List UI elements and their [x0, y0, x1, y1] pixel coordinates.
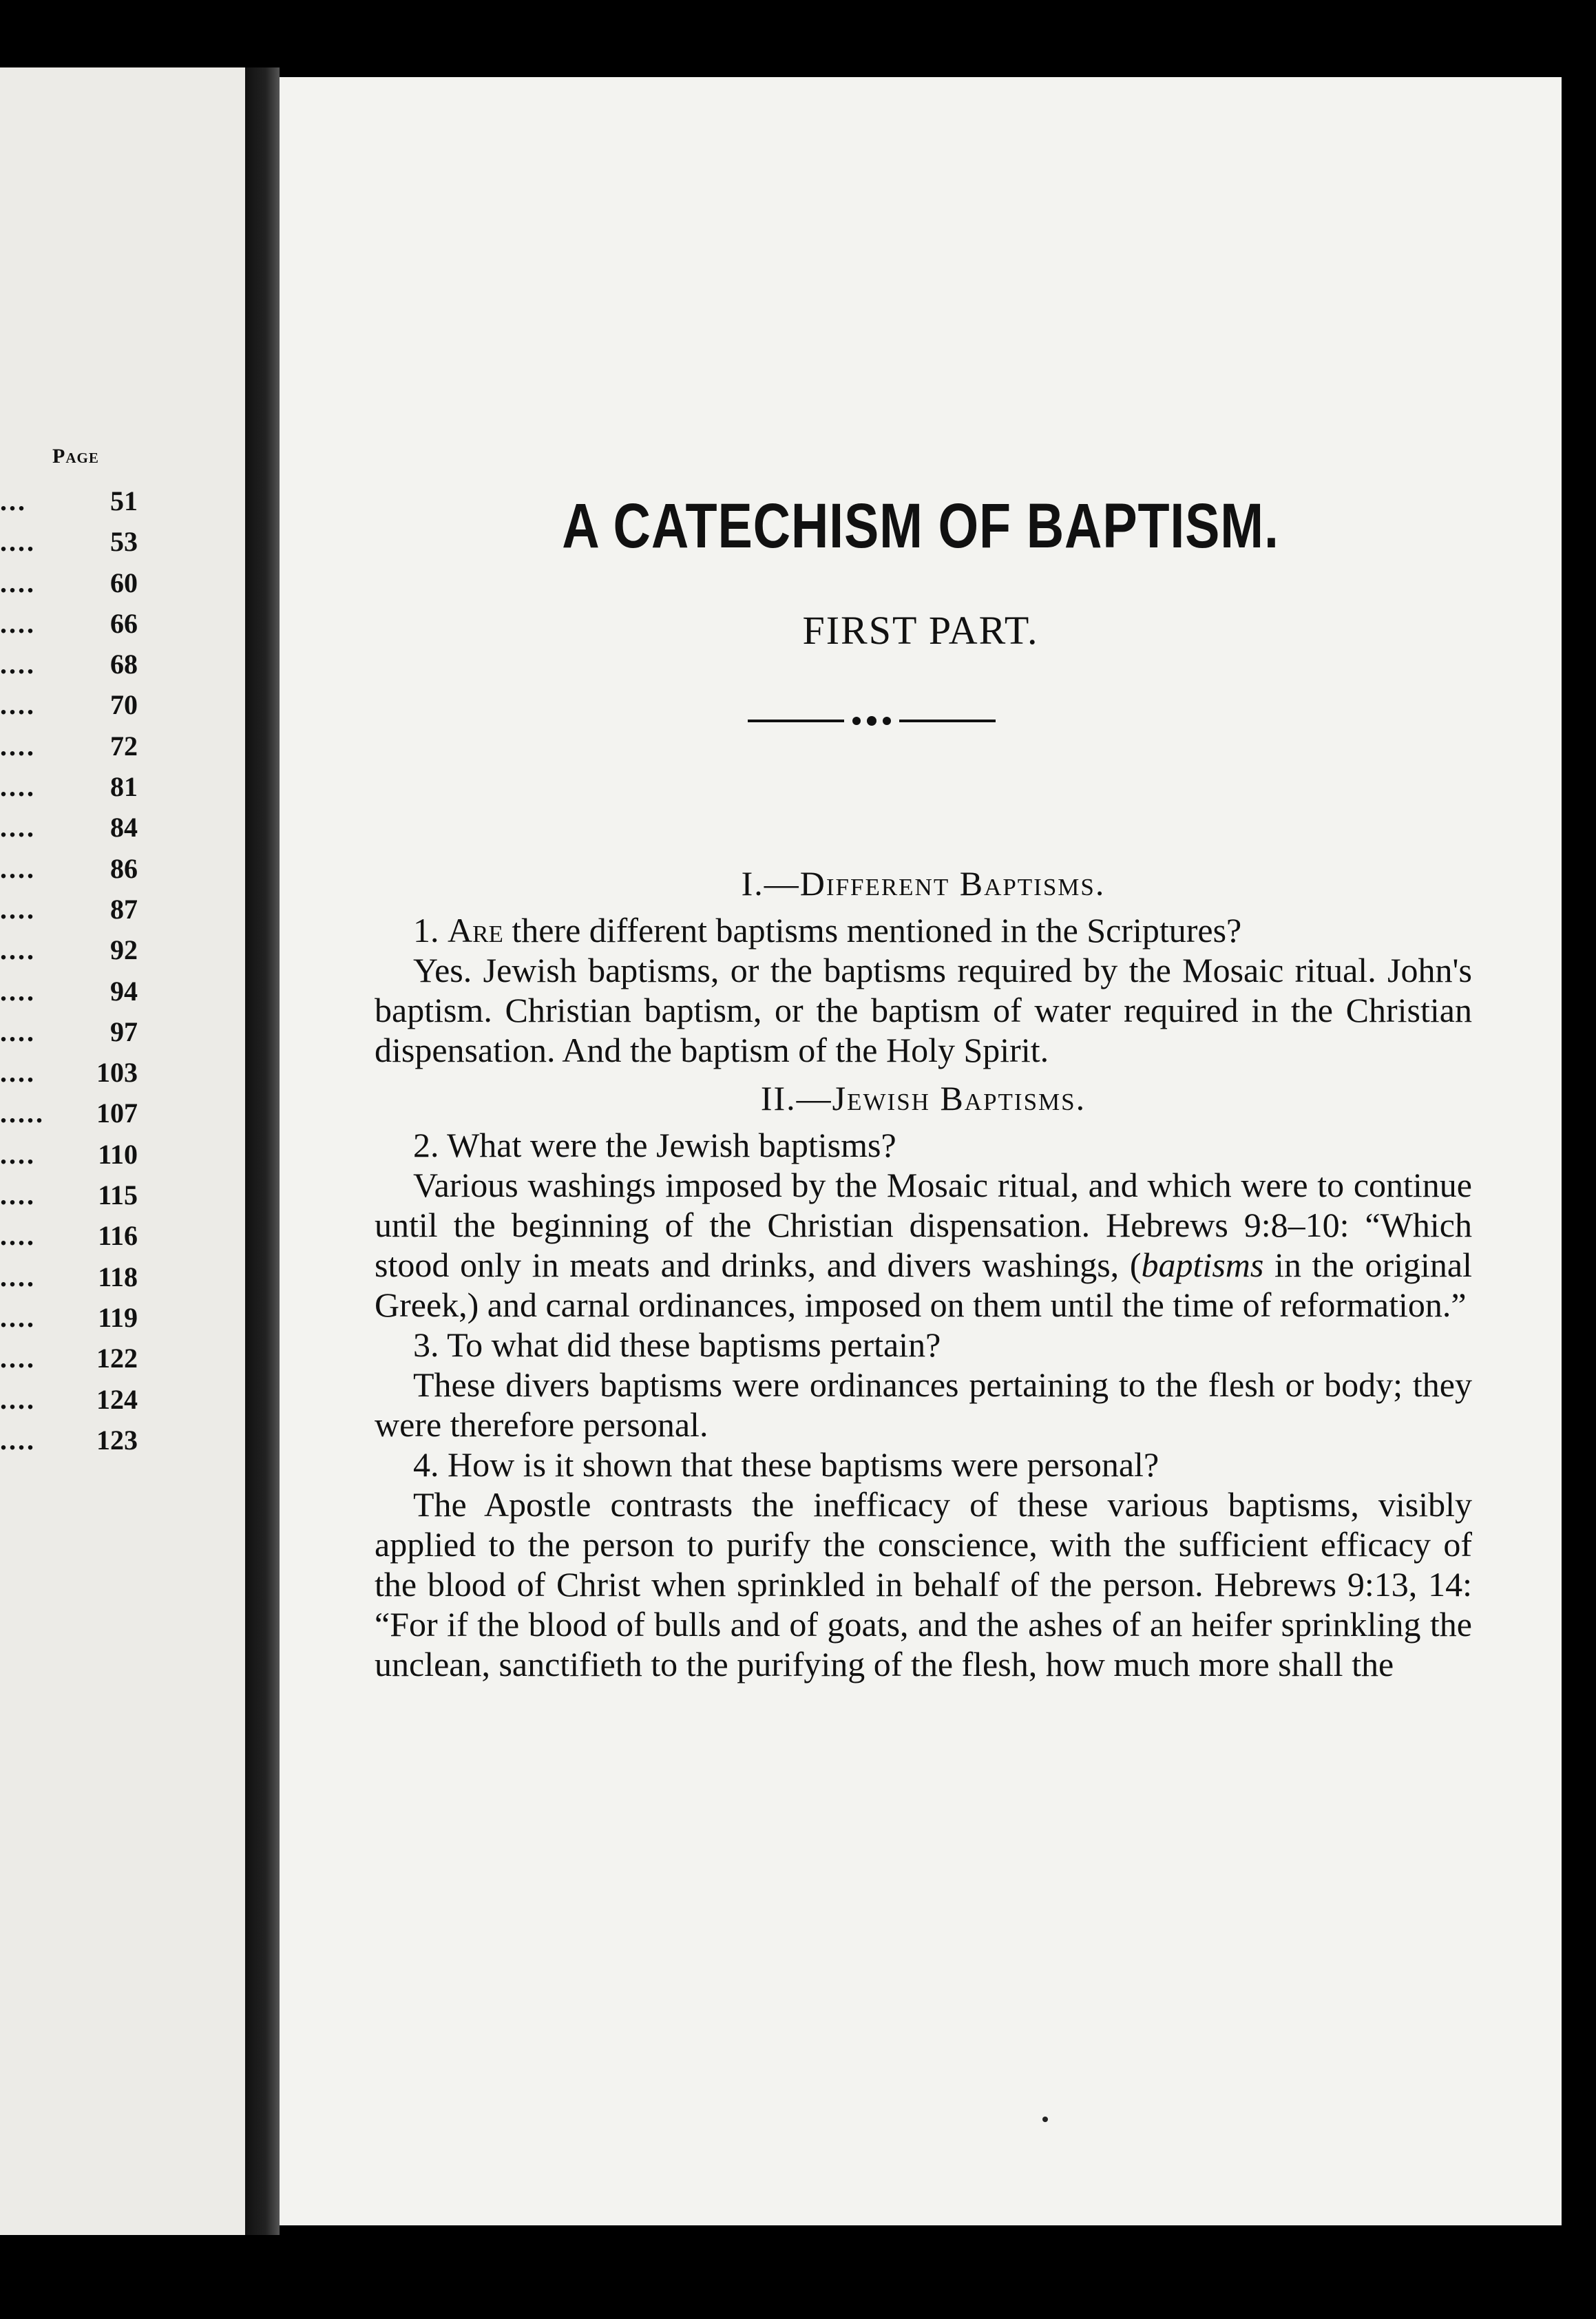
toc-page-number: 124: [96, 1383, 138, 1415]
toc-leader-dots: ....: [0, 1424, 36, 1456]
question-3: 3. To what did these baptisms pertain?: [413, 1325, 941, 1364]
toc-leader-dots: ....: [0, 812, 36, 843]
toc-entry: [0, 1257, 138, 1297]
toc-entry: [0, 1215, 138, 1256]
toc-leader-dots: ....: [0, 934, 36, 966]
toc-page-number: 118: [98, 1261, 138, 1292]
toc-leader-dots: ....: [0, 730, 36, 762]
toc-leader-dots: ....: [0, 1179, 36, 1211]
section-heading-jewish-baptisms: II.—Jewish Baptisms.: [760, 1079, 1086, 1117]
toc-entry: [0, 563, 138, 603]
toc-entry: [0, 1379, 138, 1420]
toc-entry: [0, 684, 138, 725]
toc-page-number: 116: [98, 1220, 138, 1252]
toc-entry: [0, 1093, 138, 1133]
toc-entry: [0, 644, 138, 684]
toc-leader-dots: ....: [0, 771, 36, 803]
toc-page-number: 53: [110, 526, 138, 558]
toc-page-number: 51: [110, 485, 138, 516]
ink-mark: [1042, 2117, 1048, 2122]
ornament-divider: [748, 711, 996, 731]
page-title: A CATECHISM OF BAPTISM.: [562, 491, 1279, 561]
toc-entry: [0, 1420, 138, 1460]
toc-heading: Page: [52, 445, 99, 468]
toc-leader-dots: ....: [0, 526, 36, 558]
toc-page-number: 60: [110, 567, 138, 598]
toc-page-number: 72: [110, 730, 138, 762]
toc-list: [0, 481, 138, 1460]
toc-leader-dots: ....: [0, 689, 36, 721]
toc-entry: [0, 1052, 138, 1093]
toc-page-number: 94: [110, 975, 138, 1007]
toc-entry: [0, 889, 138, 930]
toc-page-number: 66: [110, 607, 138, 639]
toc-entry: [0, 807, 138, 848]
question-lead-word: Are: [448, 911, 503, 949]
toc-page-number: 70: [110, 689, 138, 721]
toc-leader-dots: ....: [0, 1057, 36, 1089]
toc-entry: [0, 848, 138, 889]
toc-entry: [0, 1338, 138, 1378]
toc-entry: [0, 1011, 138, 1052]
answer-3: These divers baptisms were ordinances pertaining to the flesh or body; they were therefore personal.: [375, 1365, 1472, 1444]
book-gutter: [245, 67, 280, 2235]
toc-page-number: 122: [96, 1343, 138, 1374]
toc-entry: [0, 521, 138, 562]
right-page: [280, 77, 1562, 2225]
question-number: 1.: [413, 911, 439, 949]
toc-leader-dots: ....: [0, 1016, 36, 1047]
toc-page-number: 103: [96, 1057, 138, 1089]
toc-page-number: 87: [110, 893, 138, 925]
toc-leader-dots: ....: [0, 1220, 36, 1252]
toc-leader-dots: ....: [0, 1383, 36, 1415]
toc-entry: [0, 481, 138, 521]
toc-leader-dots: ....: [0, 1343, 36, 1374]
toc-leader-dots: ....: [0, 1138, 36, 1170]
toc-page-number: 97: [110, 1016, 138, 1047]
toc-leader-dots: ....: [0, 567, 36, 598]
answer-2-italic: baptisms: [1141, 1246, 1264, 1284]
question-1: [375, 910, 1472, 950]
question-4: 4. How is it shown that these baptisms were personal?: [413, 1445, 1159, 1484]
toc-page-number: 92: [110, 934, 138, 966]
answer-2-text-b: in the original Greek,) and carnal ordinances, imposed on them until the time of reformation.”: [375, 1246, 1472, 1324]
toc-entry: [0, 930, 138, 970]
toc-page-number: 81: [110, 771, 138, 803]
toc-page-number: 115: [98, 1179, 138, 1211]
toc-entry: [0, 603, 138, 644]
toc-page-number: 68: [110, 649, 138, 680]
question-2: 2. What were the Jewish baptisms?: [413, 1126, 896, 1164]
toc-entry: [0, 1134, 138, 1175]
text-body: [375, 855, 1472, 1684]
toc-leader-dots: ....: [0, 893, 36, 925]
toc-leader-dots: .....: [0, 1098, 45, 1129]
part-title: FIRST PART.: [802, 608, 1039, 653]
toc-page-number: 123: [96, 1424, 138, 1456]
toc-leader-dots: ...: [0, 485, 27, 516]
answer-2-text-a: Various washings imposed by the Mosaic ritual, and which were to continue until the beginning of the Christian dispensation. Hebrews 9:8–10: “Which stood only in meats and drinks, and divers washings, (: [375, 1166, 1472, 1284]
toc-page-number: 110: [98, 1138, 138, 1170]
answer-2: [375, 1165, 1472, 1325]
toc-page-number: 107: [96, 1098, 138, 1129]
toc-leader-dots: ....: [0, 852, 36, 884]
section-heading-different-baptisms: I.—Different Baptisms.: [741, 864, 1106, 903]
toc-leader-dots: ....: [0, 1261, 36, 1292]
question-text: there different baptisms mentioned in the Scriptures?: [503, 911, 1242, 949]
toc-leader-dots: ....: [0, 1301, 36, 1333]
toc-page-number: 119: [98, 1301, 138, 1333]
toc-page-number: 86: [110, 852, 138, 884]
toc-entry: [0, 1175, 138, 1215]
toc-leader-dots: ....: [0, 607, 36, 639]
toc-entry: [0, 726, 138, 766]
toc-leader-dots: ....: [0, 975, 36, 1007]
answer-1: Yes. Jewish baptisms, or the baptisms required by the Mosaic ritual. John's baptism. Christian baptism, or the baptism of water required in the Christian dispensation. And the baptism of the Holy Spirit.: [375, 951, 1472, 1069]
toc-entry: [0, 766, 138, 807]
toc-page-number: 84: [110, 812, 138, 843]
left-page: [0, 67, 245, 2235]
toc-leader-dots: ....: [0, 649, 36, 680]
toc-entry: [0, 1297, 138, 1338]
answer-4: The Apostle contrasts the inefficacy of these various baptisms, visibly applied to the person to purify the conscience, with the sufficient efficacy of the blood of Christ when sprinkled in behalf of the person. Hebrews 9:13, 14: “For if the blood of bulls and of goats, and the ashes of an heifer sprinkling the unclean, sanctifieth to the purifying of the flesh, how much more shall the: [375, 1485, 1472, 1683]
toc-entry: [0, 971, 138, 1011]
